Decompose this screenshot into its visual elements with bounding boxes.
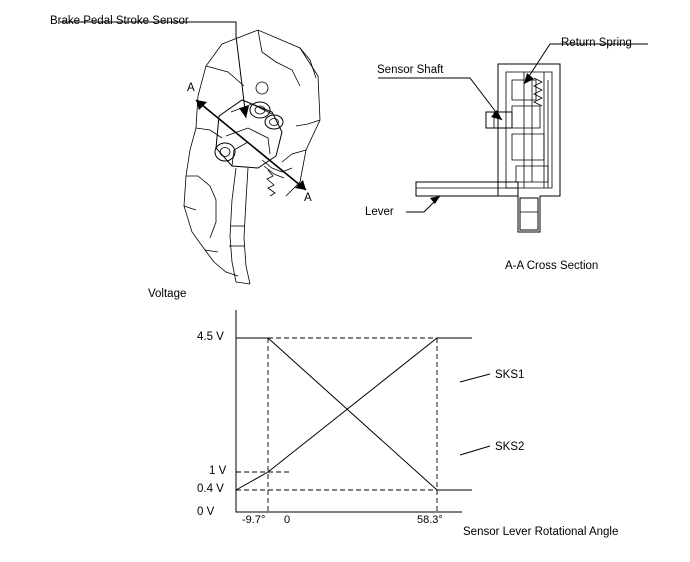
y-tick-4-5v: 4.5 V [197, 331, 224, 343]
label-sensor-shaft: Sensor Shaft [377, 64, 444, 76]
label-lever: Lever [365, 206, 394, 218]
legend-sks1: SKS1 [495, 369, 525, 381]
label-brake-pedal-stroke-sensor: Brake Pedal Stroke Sensor [50, 15, 189, 27]
axis-label-voltage: Voltage [148, 288, 187, 300]
axis-label-rotational-angle: Sensor Lever Rotational Angle [463, 526, 619, 538]
legend-sks2: SKS2 [495, 441, 525, 453]
label-cross-section-caption: A-A Cross Section [505, 260, 599, 272]
y-tick-1v: 1 V [209, 465, 227, 477]
voltage-graph [236, 310, 490, 512]
x-tick-0: 0 [284, 514, 291, 526]
x-tick-neg-9-7: -9.7° [242, 514, 266, 526]
y-tick-0v: 0 V [197, 506, 215, 518]
label-return-spring: Return Spring [561, 37, 632, 49]
label-section-mark-top: A [187, 82, 195, 94]
x-tick-58-3: 58.3° [417, 514, 443, 526]
label-section-mark-bottom: A [304, 192, 312, 204]
y-tick-0-4v: 0.4 V [197, 483, 224, 495]
pedal-assembly-illustration [184, 30, 320, 284]
